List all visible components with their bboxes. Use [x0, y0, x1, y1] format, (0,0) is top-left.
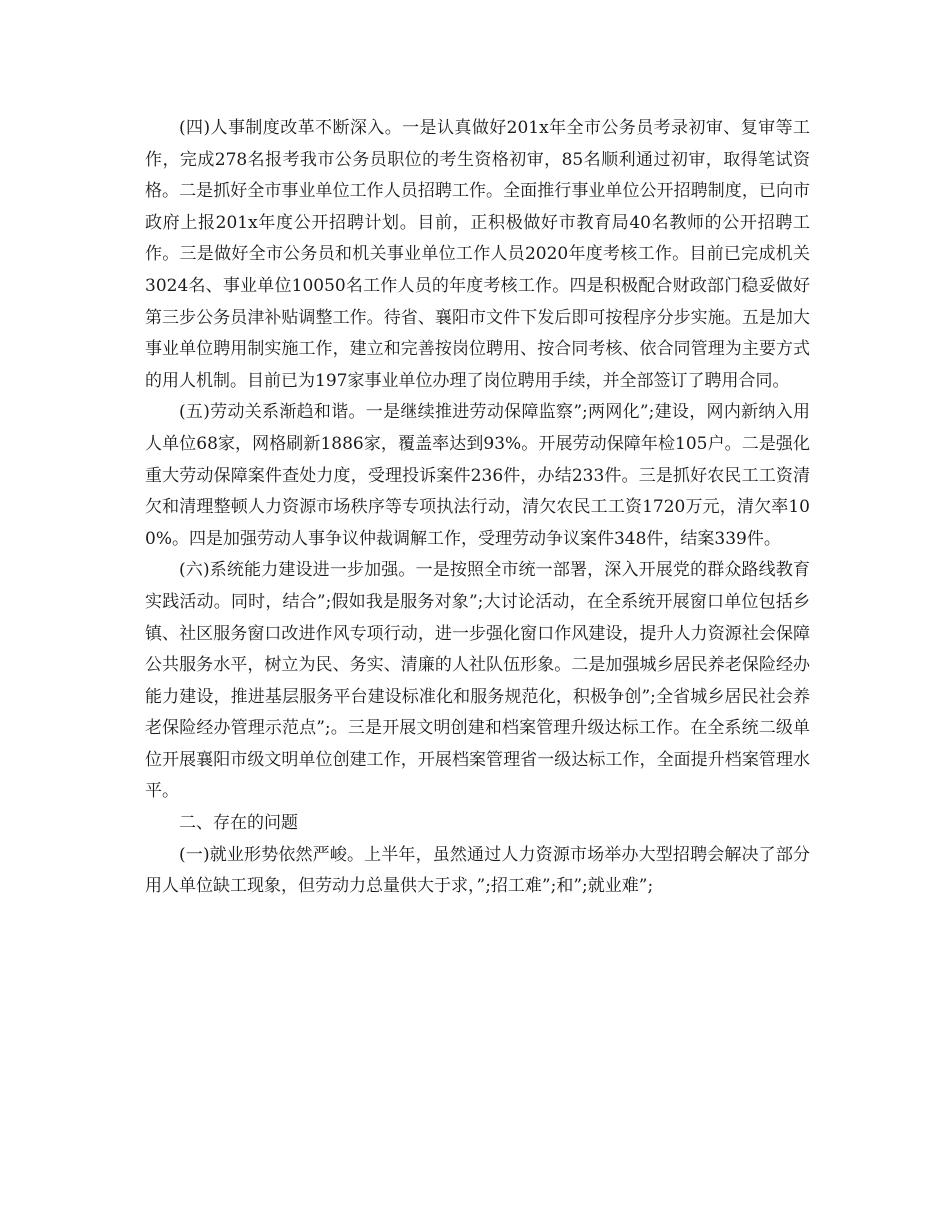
- document-page: [145, 113, 810, 903]
- paragraph-system-capacity: (六)系统能力建设进一步加强。一是按照全市统一部署，深入开展党的群众路线教育实践活动。同时，结合”;假如我是服务对象”;大讨论活动，在全系统开展窗口单位包括乡镇、社区服务窗口改进作风专项行动，进一步强化窗口作风建设，提升人力资源社会保障公共服务水平，树立为民、务实、清廉的人社队伍形象。二是加强城乡居民养老保险经办能力建设，推进基层服务平台建设标准化和服务规范化，积极争创”;全省城乡居民社会养老保险经办管理示范点”;。三是开展文明创建和档案管理升级达标工作。在全系统二级单位开展襄阳市级文明单位创建工作，开展档案管理省一级达标工作，全面提升档案管理水平。: [145, 560, 810, 802]
- paragraph-employment-situation: (一)就业形势依然严峻。上半年，虽然通过人力资源市场举办大型招聘会解决了部分用人单位缺工现象，但劳动力总量供大于求，”;招工难”;和”;就业难”;: [145, 844, 810, 897]
- section-heading-problems: 二、存在的问题: [179, 813, 298, 834]
- paragraph-personnel-reform: (四)人事制度改革不断深入。一是认真做好201x年全市公务员考录初审、复审等工作，完成278名报考我市公务员职位的考生资格初审，85名顺利通过初审，取得笔试资格。二是抓好全市事业单位工作人员招聘工作。全面推行事业单位公开招聘制度，已向市政府上报201x年度公开招聘计划。目前，正积极做好市教育局40名教师的公开招聘工作。三是做好全市公务员和机关事业单位工作人员2020年度考核工作。目前已完成机关3024名、事业单位10050名工作人员的年度考核工作。四是积极配合财政部门稳妥做好第三步公务员津补贴调整工作。待省、襄阳市文件下发后即可按程序分步实施。五是加大事业单位聘用制实施工作，建立和完善按岗位聘用、按合同考核、依合同管理为主要方式的用人机制。目前已为197家事业单位办理了岗位聘用手续，并全部签订了聘用合同。: [145, 118, 810, 391]
- paragraph-labor-relations: (五)劳动关系渐趋和谐。一是继续推进劳动保障监察”;两网化”;建设，网内新纳入用人单位68家，网格刷新1886家，覆盖率达到93%。开展劳动保障年检105户。二是强化重大劳动保障案件查处力度，受理投诉案件236件，办结233件。三是抓好农民工工资清欠和清理整顿人力资源市场秩序等专项执法行动，清欠农民工工资1720万元，清欠率100%。四是加强劳动人事争议仲裁调解工作，受理劳动争议案件348件，结案339件。: [145, 402, 810, 549]
